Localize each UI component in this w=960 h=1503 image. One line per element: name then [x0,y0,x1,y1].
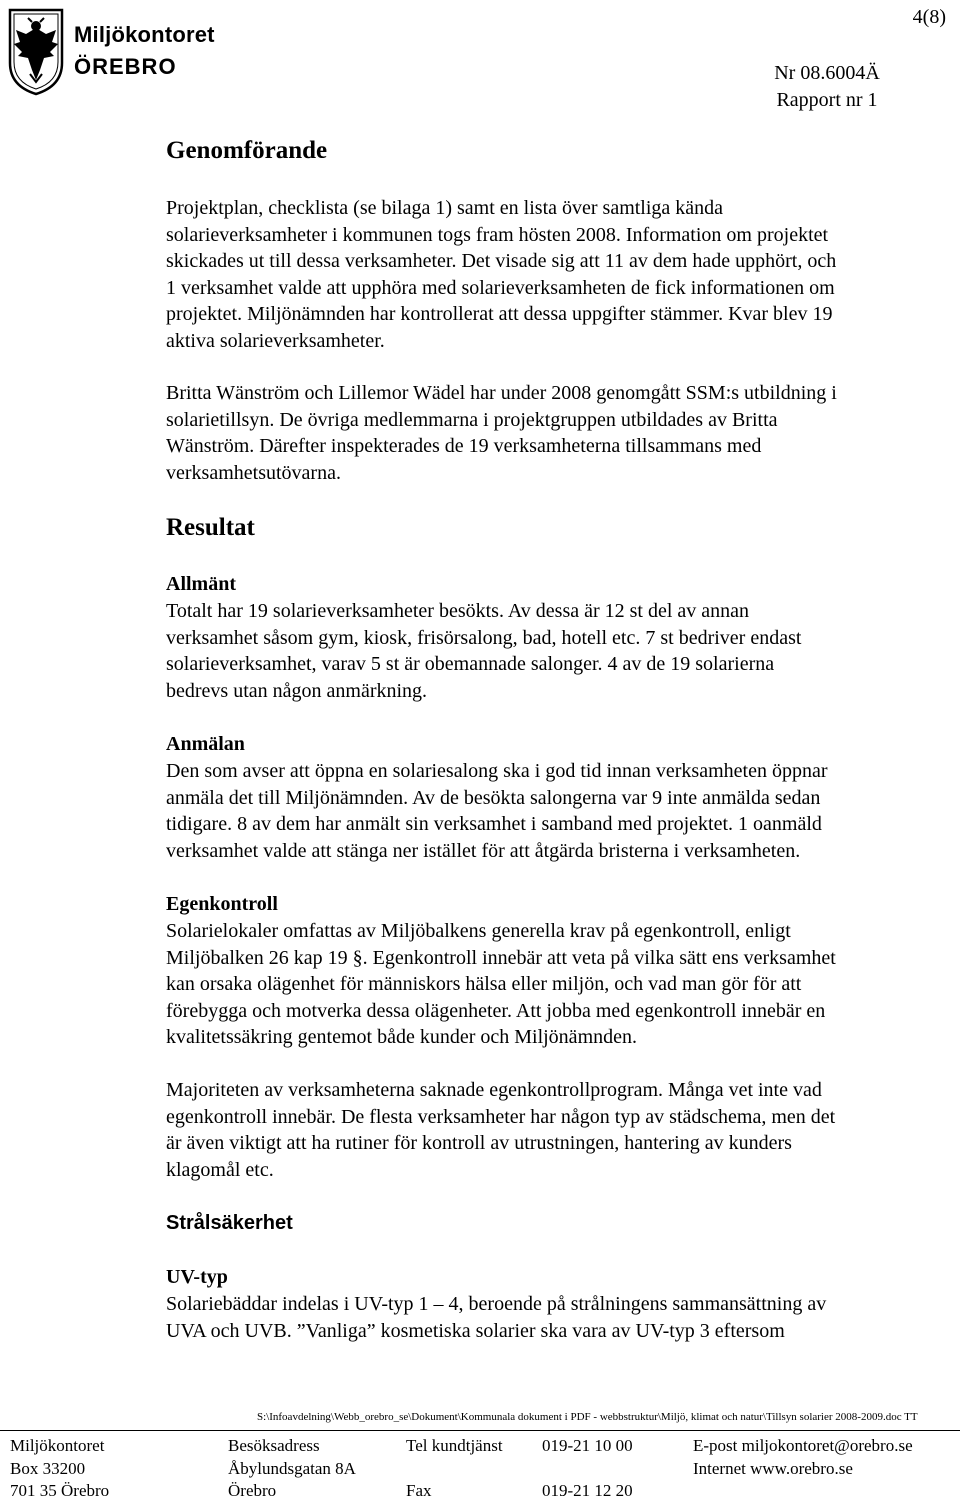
footer-empty [542,1458,633,1481]
footer-fax-number: 019-21 12 20 [542,1481,633,1500]
paragraph-project-plan: Projektplan, checklista (se bilaga 1) samt en lista över samtliga kända solarieverksamheter i kommunen togs fram hösten 2008. Information om projektet skickades ut till dessa verksamheter. Det visade sig att 11 av dem hade upphört, och 1 verksamhet valde att upphöra med solarieverksamheten de fick informationen om projektet. Miljönämnden har kontrollerat att dessa uppgifter stämmer. Kvar blev 19 aktiva solarieverksamheter. [166,197,837,352]
paragraph-egenkontroll-1: Solarielokaler omfattas av Miljöbalkens generella krav på egenkontroll, enligt Miljöbalken 26 kap 19 §. Egenkontroll innebär att veta på vilka sätt ens verksamhet kan orsaka olägenhet för människors hälsa eller miljön, och vad man gör för att förebygga och motverka dessa olägenheter. Att jobba med egenkontroll innebär en kvalitetssäkring gentemot både kunder och Miljönämnden. [166,920,836,1049]
footer-address-column [10,1435,109,1503]
footer-org: Miljökontoret [10,1436,105,1455]
org-city: ÖREBRO [74,54,177,79]
report-number: Rapport nr 1 [776,89,878,111]
footer-website: Internet www.orebro.se [693,1458,853,1478]
footer-empty [693,1480,913,1503]
footer-divider [0,1430,960,1431]
paragraph-allmant: Totalt har 19 solarieverksamheter besökts. Av dessa är 12 st del av annan verksamhet såsom gym, kiosk, frisörsalong, bad, hotell etc. 7 st bedriver endast solarieverksamhet, varav 5 st är obemannade salonger. 4 av de 19 solarierna bedrevs utan någon anmärkning. [166,600,802,702]
page-number: 4(8) [912,6,946,28]
org-name: Miljökontoret [74,22,215,47]
file-path: S:\Infoavdelning\Webb_orebro_se\Dokument\Kommunala dokument i PDF - webbstruktur\Miljö, klimat och natur\Tillsyn solarier 2008-2009.doc TT [257,1411,918,1423]
footer-box: Box 33200 [10,1458,86,1478]
subheading-allmant: Allmänt [166,573,236,595]
subheading-anmalan: Anmälan [166,733,245,755]
section-title-stralsakerhet: Strålsäkerhet [166,1212,293,1234]
paragraph-anmalan: Den som avser att öppna en solariesalong ska i god tid innan verksamheten öppnar anmäla det till Miljönämnden. Av de besökta salongerna var 9 inte anmälda sedan tidigare. 8 av dem har anmält sin verksamhet i samband med projektet. 1 oanmäld verksamhet valde att stänga ner istället för att åtgärda bristerna i verksamheten. [166,760,828,862]
org-logo [6,8,226,98]
section-title-resultat: Resultat [166,514,255,541]
document-number-block [767,60,887,114]
document-number: Nr 08.6004Ä [774,62,880,84]
paragraph-egenkontroll-2: Majoriteten av verksamheterna saknade egenkontrollprogram. Många vet inte vad egenkontroll innebär. De flesta verksamheter har någon typ av städschema, men det är även viktigt att ha rutiner för kontroll av utrustningen, hantering av kunders klagomål etc. [166,1079,836,1181]
footer-street: Åbylundsgatan 8A [228,1458,356,1478]
footer-tel-number: 019-21 10 00 [542,1436,633,1455]
footer-visit-label: Besöksadress [228,1436,320,1455]
footer-tel-label: Tel kundtjänst [406,1436,503,1455]
footer-phone-values [542,1435,633,1503]
footer-postal: 701 35 Örebro [10,1481,110,1500]
paragraph-uv-typ: Solariebäddar indelas i UV-typ 1 – 4, beroende på strålningens sammansättning av UVA och UVB. ”Vanliga” kosmetiska solarier ska vara av UV-typ 3 eftersom [166,1293,827,1342]
footer-city: Örebro [228,1481,277,1500]
section-title-genomforande: Genomförande [166,137,328,164]
footer-phone-labels [406,1435,503,1503]
paragraph-training: Britta Wänström och Lillemor Wädel har under 2008 genomgått SSM:s utbildning i solarietillsyn. De övriga medlemmarna i projektgruppen utbildades av Britta Wänström. Därefter inspekterades de 19 verksamheterna tillsammans med verksamhetsutövarna. [166,382,837,484]
footer-empty [406,1458,503,1481]
footer-visit-column [228,1435,356,1503]
footer-contact-column [693,1435,913,1503]
subheading-uv-typ: UV-typ [166,1266,228,1288]
footer-email: E-post miljokontoret@orebro.se [693,1436,913,1455]
coat-of-arms-icon [6,8,66,96]
subheading-egenkontroll: Egenkontroll [166,893,278,915]
footer-fax-label: Fax [406,1481,432,1500]
